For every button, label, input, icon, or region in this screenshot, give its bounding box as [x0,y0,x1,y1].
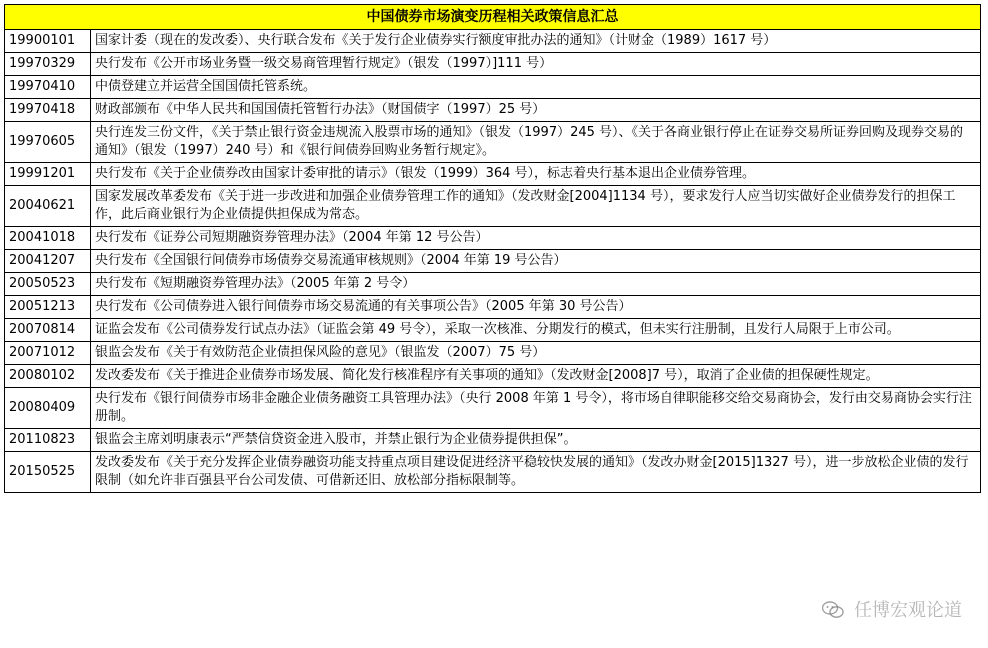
row-date: 20150525 [5,452,91,493]
table-row [5,342,981,365]
row-date: 19970418 [5,99,91,122]
table-title: 中国债券市场演变历程相关政策信息汇总 [5,5,981,30]
row-description: 央行发布《短期融资券管理办法》（2005 年第 2 号令） [91,273,981,296]
row-date: 20080409 [5,388,91,429]
row-date: 20041207 [5,250,91,273]
row-date: 20080102 [5,365,91,388]
table-row [5,30,981,53]
row-date: 19970410 [5,76,91,99]
table-row [5,250,981,273]
table-row [5,296,981,319]
wechat-icon [822,601,844,619]
table-row [5,319,981,342]
table-row [5,163,981,186]
table-row [5,452,981,493]
row-date: 20050523 [5,273,91,296]
table-row [5,429,981,452]
row-description: 央行发布《全国银行间债券市场债券交易流通审核规则》（2004 年第 19 号公告） [91,250,981,273]
row-date: 19900101 [5,30,91,53]
table-row [5,99,981,122]
table-title-row [5,5,981,30]
row-description: 央行连发三份文件，《关于禁止银行资金违规流入股票市场的通知》（银发（1997）245 号）、《关于各商业银行停止在证券交易所证券回购及现券交易的通知》（银发（1997）240 号）和《银行间债券回购业务暂行规定》。 [91,122,981,163]
row-date: 20040621 [5,186,91,227]
row-description: 银监会主席刘明康表示“严禁信贷资金进入股市，并禁止银行为企业债券提供担保”。 [91,429,981,452]
row-date: 20071012 [5,342,91,365]
watermark [822,596,962,622]
policy-table [4,4,981,493]
row-date: 20041018 [5,227,91,250]
table-row [5,273,981,296]
table-row [5,76,981,99]
table-row [5,122,981,163]
row-description: 发改委发布《关于充分发挥企业债券融资功能支持重点项目建设促进经济平稳较快发展的通知》（发改办财金[2015]1327 号），进一步放松企业债的发行限制（如允许非百强县平台公司发债、可借新还旧、放松部分指标限制等。 [91,452,981,493]
row-description: 证监会发布《公司债券发行试点办法》（证监会第 49 号令），采取一次核准、分期发行的模式，但未实行注册制，且发行人局限于上市公司。 [91,319,981,342]
table-row [5,53,981,76]
row-description: 银监会发布《关于有效防范企业债担保风险的意见》（银监发（2007）75 号） [91,342,981,365]
row-date: 20070814 [5,319,91,342]
row-description: 财政部颁布《中华人民共和国国债托管暂行办法》（财国债字（1997）25 号） [91,99,981,122]
row-date: 20110823 [5,429,91,452]
row-description: 央行发布《证券公司短期融资券管理办法》（2004 年第 12 号公告） [91,227,981,250]
row-date: 19991201 [5,163,91,186]
row-description: 中债登建立并运营全国国债托管系统。 [91,76,981,99]
table-row [5,388,981,429]
row-date: 20051213 [5,296,91,319]
row-description: 央行发布《公司债券进入银行间债券市场交易流通的有关事项公告》（2005 年第 30 号公告） [91,296,981,319]
row-description: 国家发展改革委发布《关于进一步改进和加强企业债券管理工作的通知》（发改财金[2004]1134 号），要求发行人应当切实做好企业债券发行的担保工作，此后商业银行为企业债提供担保成为常态。 [91,186,981,227]
row-description: 国家计委（现在的发改委）、央行联合发布《关于发行企业债券实行额度审批办法的通知》（计财金（1989）1617 号） [91,30,981,53]
row-description: 央行发布《关于企业债券改由国家计委审批的请示》（银发（1999）364 号），标志着央行基本退出企业债券管理。 [91,163,981,186]
row-date: 19970329 [5,53,91,76]
policy-table-container [4,4,980,493]
row-date: 19970605 [5,122,91,163]
row-description: 央行发布《银行间债券市场非金融企业债务融资工具管理办法》（央行 2008 年第 1 号令），将市场自律职能移交给交易商协会，发行由交易商协会实行注册制。 [91,388,981,429]
watermark-text: 任博宏观论道 [854,600,962,621]
row-description: 发改委发布《关于推进企业债券市场发展、简化发行核准程序有关事项的通知》（发改财金[2008]7 号），取消了企业债的担保硬性规定。 [91,365,981,388]
table-row [5,186,981,227]
row-description: 央行发布《公开市场业务暨一级交易商管理暂行规定》（银发（1997）]111 号） [91,53,981,76]
table-row [5,227,981,250]
table-body [5,30,981,493]
table-row [5,365,981,388]
